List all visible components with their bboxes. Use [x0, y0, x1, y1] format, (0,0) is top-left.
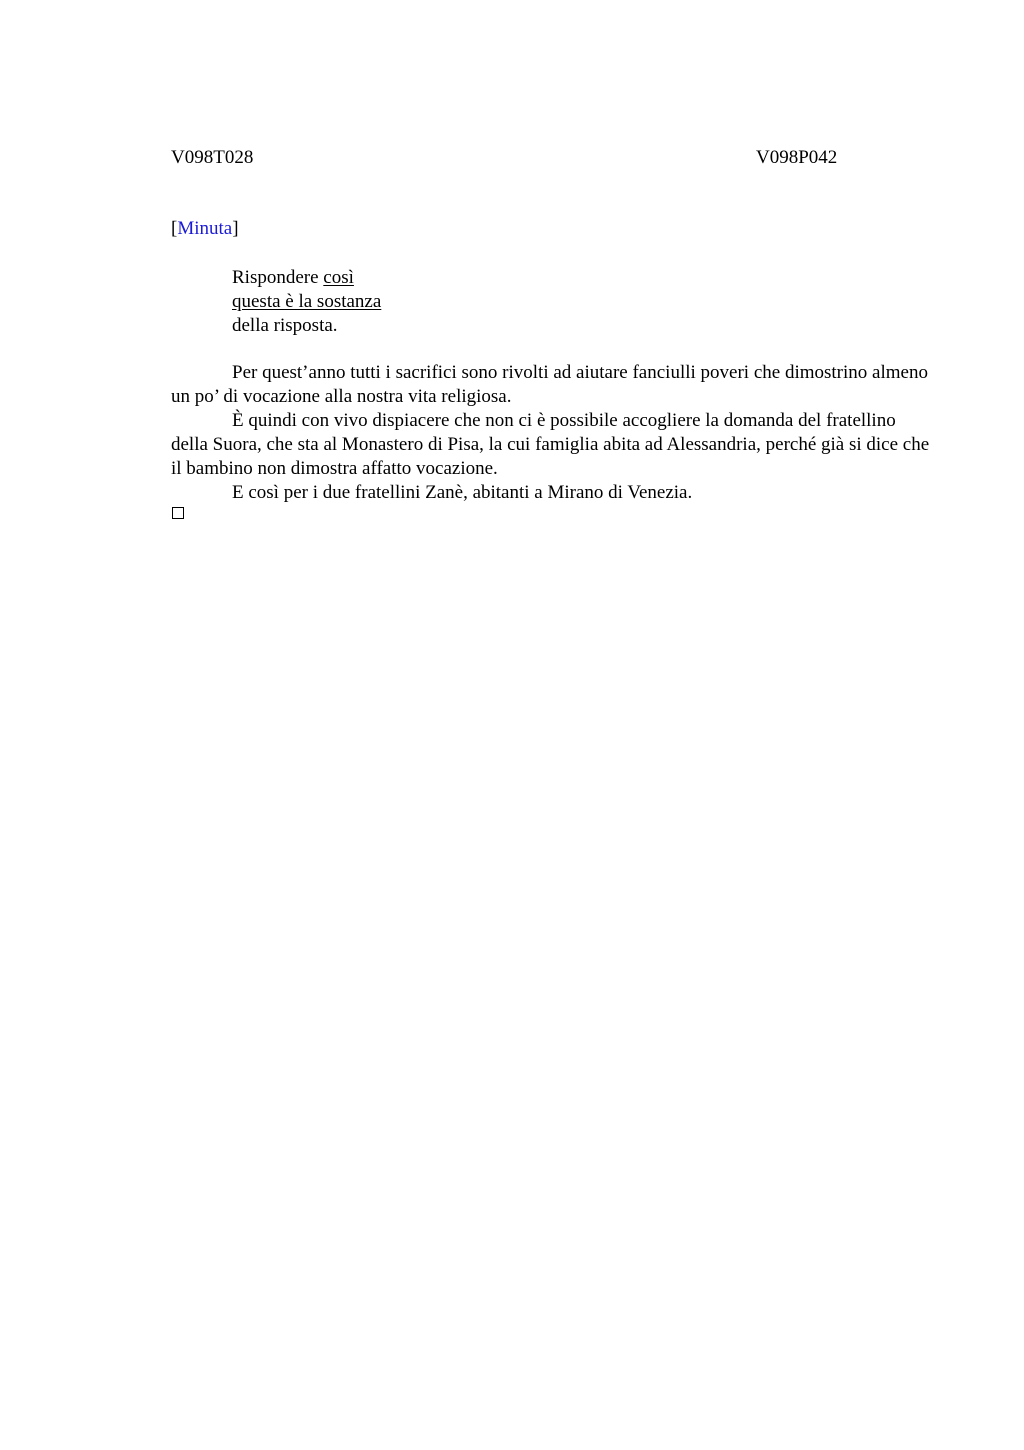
note-line-2: [232, 290, 381, 314]
close-bracket: ]: [232, 218, 239, 239]
letter-body: [171, 361, 931, 505]
paragraph-1: Per quest’anno tutti i sacrifici sono rivolti ad aiutare fanciulli poveri che dimostrino almeno un po’ di vocazione alla nostra vita religiosa.: [171, 362, 928, 407]
document-code-left: V098T028: [171, 147, 254, 168]
note-line-1: [232, 266, 381, 290]
document-type-label: [171, 218, 239, 240]
paragraph-2: È quindi con vivo dispiacere che non ci è possibile accogliere la domanda del fratellino della Suora, che sta al Monastero di Pisa, la cui famiglia abita ad Alessandria, perché già si dice che il bambino non dimostra affatto vocazione.: [171, 410, 930, 479]
square-box-icon: [172, 507, 184, 519]
minuta-link[interactable]: Minuta: [177, 218, 233, 239]
note-line-1-underlined: così: [323, 267, 354, 288]
note-line-2-underlined: questa è la sostanza: [232, 291, 382, 312]
open-bracket: [: [171, 218, 178, 239]
page-code-right: V098P042: [756, 147, 838, 168]
note-line-1-text: Rispondere: [232, 267, 324, 288]
paragraph-3: E così per i due fratellini Zanè, abitanti a Mirano di Venezia.: [232, 482, 693, 503]
note-line-3: della risposta.: [232, 315, 338, 336]
marginal-note: [232, 266, 381, 338]
